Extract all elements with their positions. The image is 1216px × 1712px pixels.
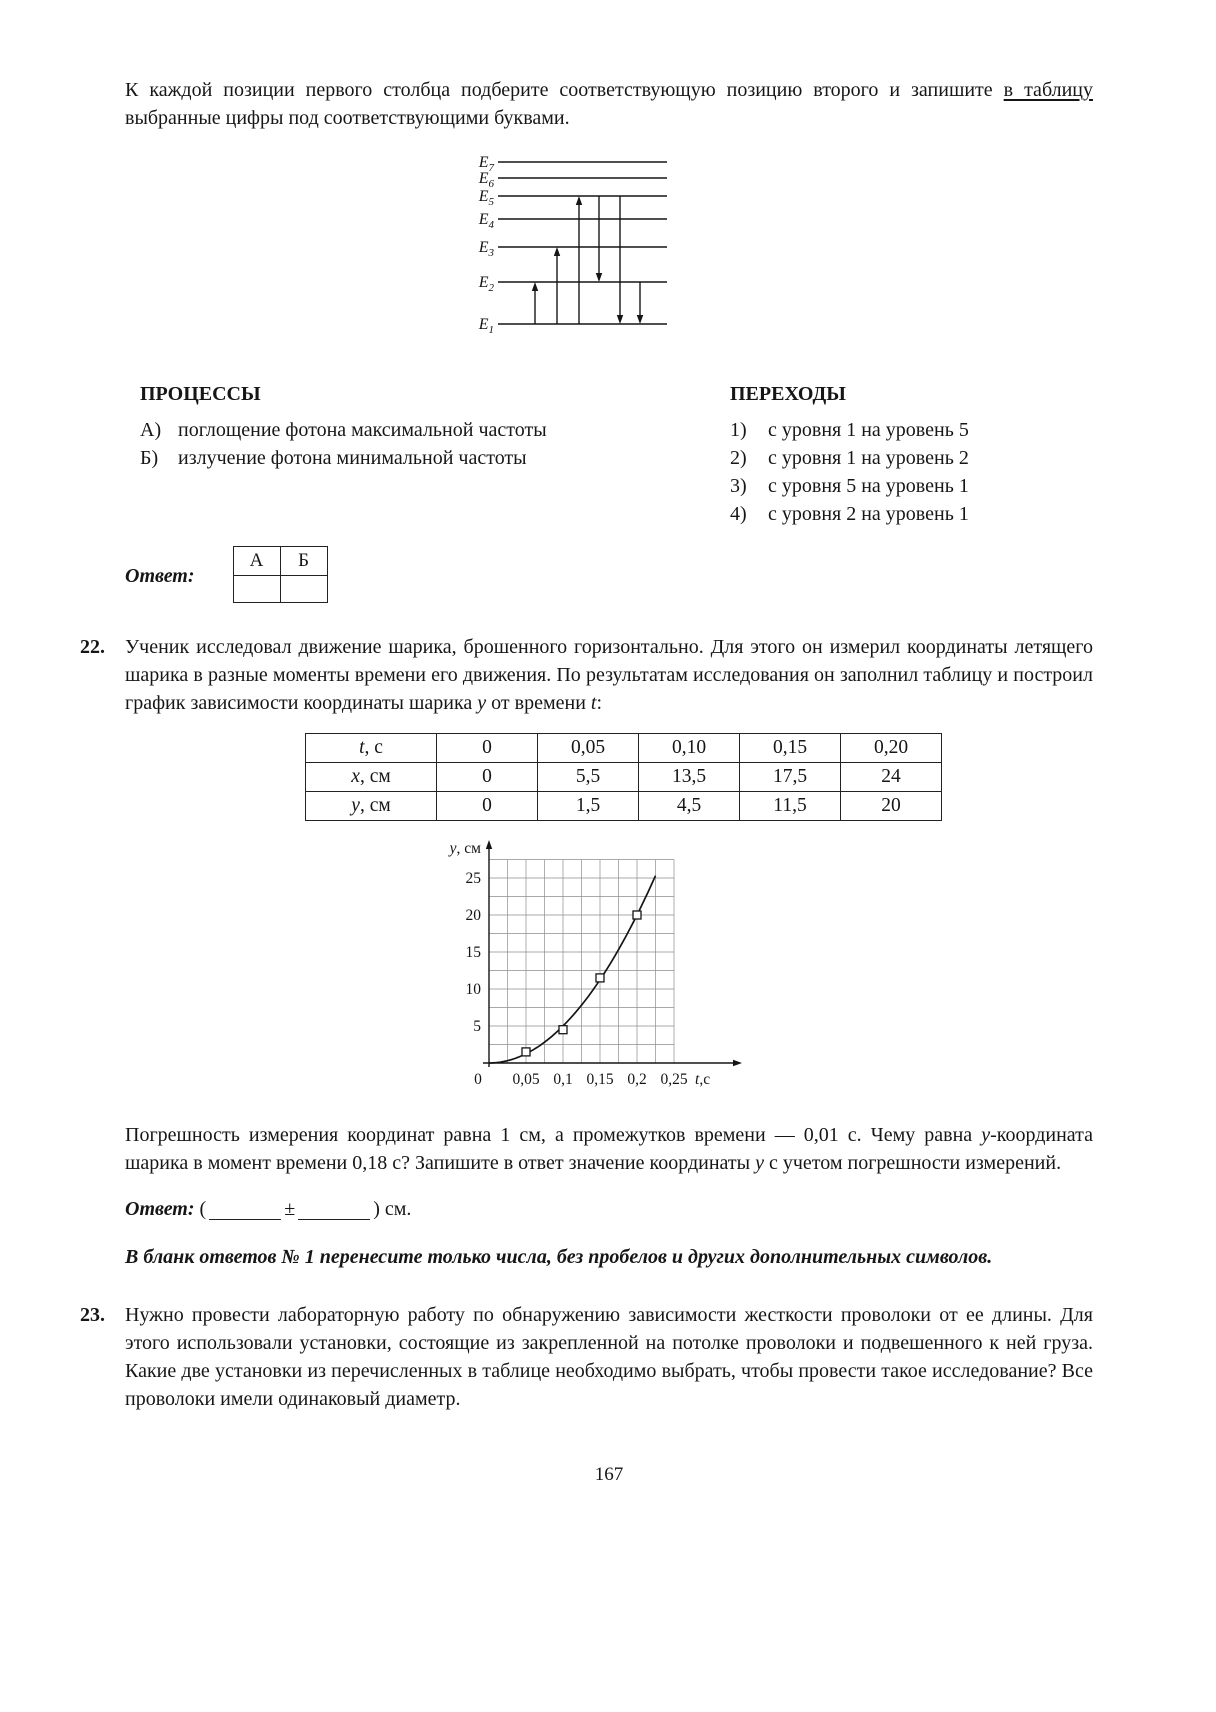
table-cell: 24 [841,763,942,792]
svg-text:0: 0 [474,1071,482,1088]
table-row-y [306,792,942,821]
arrow-up-1-3 [554,247,560,324]
problem-number: 23. [80,1304,105,1326]
table-cell: 17,5 [740,763,841,792]
question-text: Погрешность измерения координат равна 1 см, а промежутков времени — 0,01 с. Чему равна y-координата шарика в момент времени 0,18 с? Запишите в ответ значение координаты y с учетом погрешности измерений. [125,1124,1093,1174]
table-header-cell: x, см [306,763,437,792]
answer-blank [209,1199,281,1220]
arrow-down-2-1 [637,282,643,324]
matching-columns [125,380,1093,528]
energy-diagram-container [465,148,1093,354]
arrow-down-5-1 [617,196,623,324]
answer-header-a: А [233,547,280,576]
problem-23 [80,1301,1093,1413]
arrow-down-5-2 [596,196,602,282]
page-number: 167 [594,1464,624,1485]
table-cell: 13,5 [639,763,740,792]
table-cell: 1,5 [538,792,639,821]
xy-graph [437,835,759,1093]
transition-item [730,472,1093,500]
table-cell: 0,15 [740,734,841,763]
answer-table-header-row [233,547,327,576]
answer-open-paren: ( [199,1198,207,1220]
table-cell: 0 [437,792,538,821]
intro-underlined-text: в таблицу [1003,79,1094,101]
y-axis-label: y, см [449,840,481,857]
energy-levels [498,162,667,324]
svg-text:20: 20 [465,907,481,924]
variable-y: y [477,692,487,714]
svg-text:0,15: 0,15 [586,1071,614,1088]
transitions-title: ПЕРЕХОДЫ [730,383,846,405]
problem-22 [80,633,1093,1271]
answer-close-paren: ) см. [373,1198,412,1220]
arrow-up-1-5 [576,196,582,324]
table-header-cell: y, см [306,792,437,821]
transitions-column [730,380,1093,528]
level-label-e5: $E_5$ [478,188,494,208]
energy-level-diagram [465,148,697,346]
intro-text-part2: выбранные цифры под соответствующими буквами. [125,107,570,129]
level-label-e6: $E_6$ [478,170,494,190]
svg-text:0,25: 0,25 [660,1071,688,1088]
svg-text:0,05: 0,05 [512,1071,540,1088]
intro-text-part1: К каждой позиции первого столбца подберите соответствующую позицию второго и запишите [125,79,1004,101]
table-cell: 0 [437,734,538,763]
item-text: с уровня 1 на уровень 2 [768,447,969,469]
x-axis-label: t,c [695,1071,711,1088]
item-label: А) [140,419,162,441]
answer-cell-b [280,576,327,603]
table-row-x [306,763,942,792]
item-text: с уровня 2 на уровень 1 [768,503,969,525]
transition-arrows [532,196,643,324]
table-row-t [306,734,942,763]
arrow-up-1-2 [532,282,538,324]
table-cell: 20 [841,792,942,821]
process-item [140,444,730,472]
svg-text:15: 15 [465,944,481,961]
level-label-e4: $E_4$ [478,211,494,231]
transition-item [730,500,1093,528]
item-text: излучение фотона минимальной частоты [178,447,527,469]
answer-blank [298,1199,370,1220]
item-label: 3) [730,475,747,497]
processes-column [125,380,730,528]
intro-paragraph [125,76,1093,132]
plus-minus-sign: ± [284,1198,296,1220]
table-cell: 5,5 [538,763,639,792]
answer-line [125,1195,1093,1223]
item-label: 1) [730,419,747,441]
problem-text: Ученик исследовал движение шарика, брошенного горизонтально. Для этого он измерил координаты летящего шарика в разные моменты времени его движения. По результатам исследования он заполнил таблицу и построил график зависимости координаты шарика y от времени t: [125,636,1093,714]
table-cell: 0,20 [841,734,942,763]
answer-label: Ответ: [125,1198,195,1220]
transition-item [730,416,1093,444]
processes-title: ПРОЦЕССЫ [140,383,261,405]
variable-t: t [590,692,597,714]
svg-text:0,2: 0,2 [627,1071,647,1088]
table-cell: 4,5 [639,792,740,821]
svg-text:0,1: 0,1 [553,1071,573,1088]
table-cell: 11,5 [740,792,841,821]
answer-cell-a [233,576,280,603]
answer-table [233,546,328,603]
svg-text:25: 25 [465,870,481,887]
measurement-table [305,733,942,821]
item-text: с уровня 5 на уровень 1 [768,475,969,497]
graph-container [437,835,1093,1101]
problem-number: 22. [80,636,105,658]
item-text: с уровня 1 на уровень 5 [768,419,969,441]
process-item [140,416,730,444]
table-cell: 0 [437,763,538,792]
svg-text:10: 10 [465,981,481,998]
answer-table-input-row [233,576,327,603]
table-cell: 0,10 [639,734,740,763]
matching-answer-row [125,546,1093,603]
table-cell: 0,05 [538,734,639,763]
item-text: поглощение фотона максимальной частоты [178,419,547,441]
item-label: Б) [140,447,159,469]
item-label: 4) [730,503,747,525]
answer-header-b: Б [280,547,327,576]
table-header-cell: t, с [306,734,437,763]
graph-plot-area [466,840,743,1088]
note-text: В бланк ответов № 1 перенесите только числа, без пробелов и других дополнительных символов. [125,1246,993,1268]
level-label-e2: $E_2$ [478,274,494,294]
level-label-e7: $E_7$ [478,154,494,174]
item-label: 2) [730,447,747,469]
svg-text:5: 5 [473,1018,481,1035]
level-label-e3: $E_3$ [478,239,494,259]
transition-item [730,444,1093,472]
problem-text: Нужно провести лабораторную работу по обнаружению зависимости жесткости проволоки от ее длины. Для этого использовали установки, состоящие из закрепленной на потолке проволоки и подвешенного к ней груза. Какие две установки из перечисленных в таблице необходимо выбрать, чтобы провести такое исследование? Все проволоки имели одинаковый диаметр. [125,1304,1093,1410]
answer-label: Ответ: [125,565,195,587]
level-label-e1: $E_1$ [478,316,494,336]
